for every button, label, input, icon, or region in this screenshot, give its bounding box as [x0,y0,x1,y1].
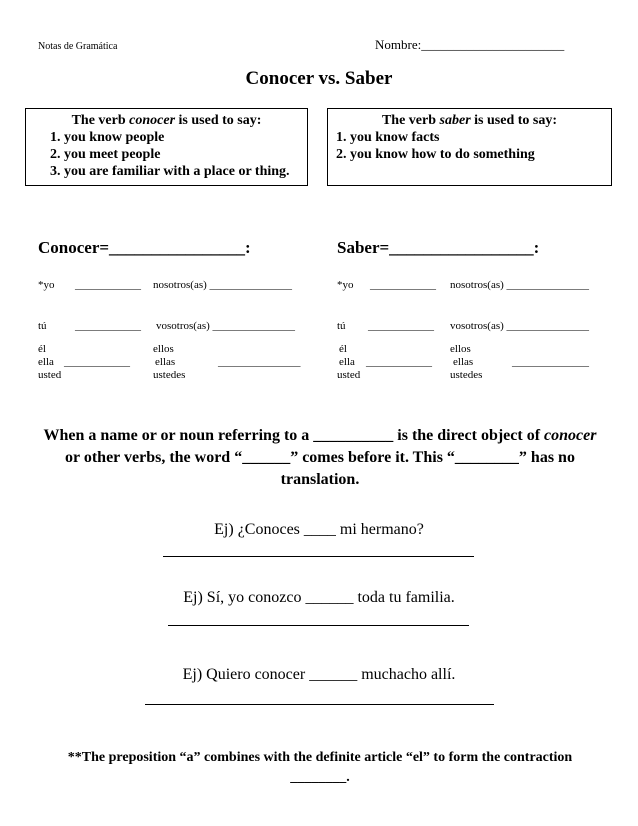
pronoun-vosotros[interactable]: vosotros(as) _______________ [450,320,590,332]
answer-line[interactable] [168,625,469,626]
pronoun-el: él [339,343,347,355]
list-item: 2. you know how to do something [336,147,535,162]
answer-line[interactable] [163,556,474,557]
list-item: 3. you are familiar with a place or thing. [50,164,290,179]
tu-blank[interactable]: ____________ [368,320,434,332]
pronoun-usted: usted [337,369,361,381]
third-singular-blank[interactable]: ____________ [64,356,130,368]
example-sentence: Ej) Sí, yo conozco ______ toda tu familia. [183,589,455,606]
saber-usage-box [327,108,612,186]
third-plural-blank[interactable]: _______________ [218,356,301,368]
pronoun-ellas: ellas [155,356,176,368]
pronoun-usted: usted [38,369,62,381]
third-plural-blank[interactable]: ______________ [512,356,589,368]
conocer-chart-title: Conocer=________________: [38,238,251,257]
answer-line[interactable] [145,704,494,705]
page-title: Conocer vs. Saber [245,68,393,89]
pronoun-el: él [38,343,46,355]
pronoun-ustedes: ustedes [153,369,186,381]
saber-box-heading: The verb saber is used to say: [381,113,558,128]
pronoun-ellas: ellas [453,356,474,368]
pronoun-vosotros[interactable]: vosotros(as) _______________ [156,320,296,332]
example-sentence: Ej) ¿Conoces ____ mi hermano? [214,521,424,538]
course-label: Notas de Gramática [38,41,118,52]
pronoun-yo: *yo [38,279,55,291]
third-singular-blank[interactable]: ____________ [366,356,432,368]
pronoun-tu: tú [38,320,47,332]
list-item: 1. you know facts [336,130,440,145]
pronoun-ustedes: ustedes [450,369,483,381]
pronoun-ellos: ellos [153,343,174,355]
example-sentence: Ej) Quiero conocer ______ muchacho allí. [182,666,456,683]
pronoun-nosotros[interactable]: nosotros(as) _______________ [450,279,590,291]
saber-chart-title: Saber=_________________: [337,238,540,257]
pronoun-nosotros[interactable]: nosotros(as) _______________ [153,279,293,291]
pronoun-yo: *yo [337,279,354,291]
pronoun-ella: ella [339,356,355,368]
name-field[interactable]: Nombre:______________________ [375,37,565,52]
yo-blank[interactable]: ____________ [370,279,436,291]
pronoun-ella: ella [38,356,54,368]
pronoun-tu: tú [337,320,346,332]
conocer-usage-box [25,108,308,186]
pronoun-ellos: ellos [450,343,471,355]
conocer-box-heading: The verb conocer is used to say: [71,113,262,128]
contraction-note: **The preposition “a” combines with the definite article “el” to form the contraction ________. [67,750,573,785]
list-item: 2. you meet people [50,147,161,162]
list-item: 1. you know people [50,130,165,145]
personal-a-statement: When a name or or noun referring to a __________ is the direct object of conocer or other verbs, the word “______” comes before it. This “________” has no translation. [43,427,597,488]
tu-blank[interactable]: ____________ [75,320,141,332]
yo-blank[interactable]: ____________ [75,279,141,291]
